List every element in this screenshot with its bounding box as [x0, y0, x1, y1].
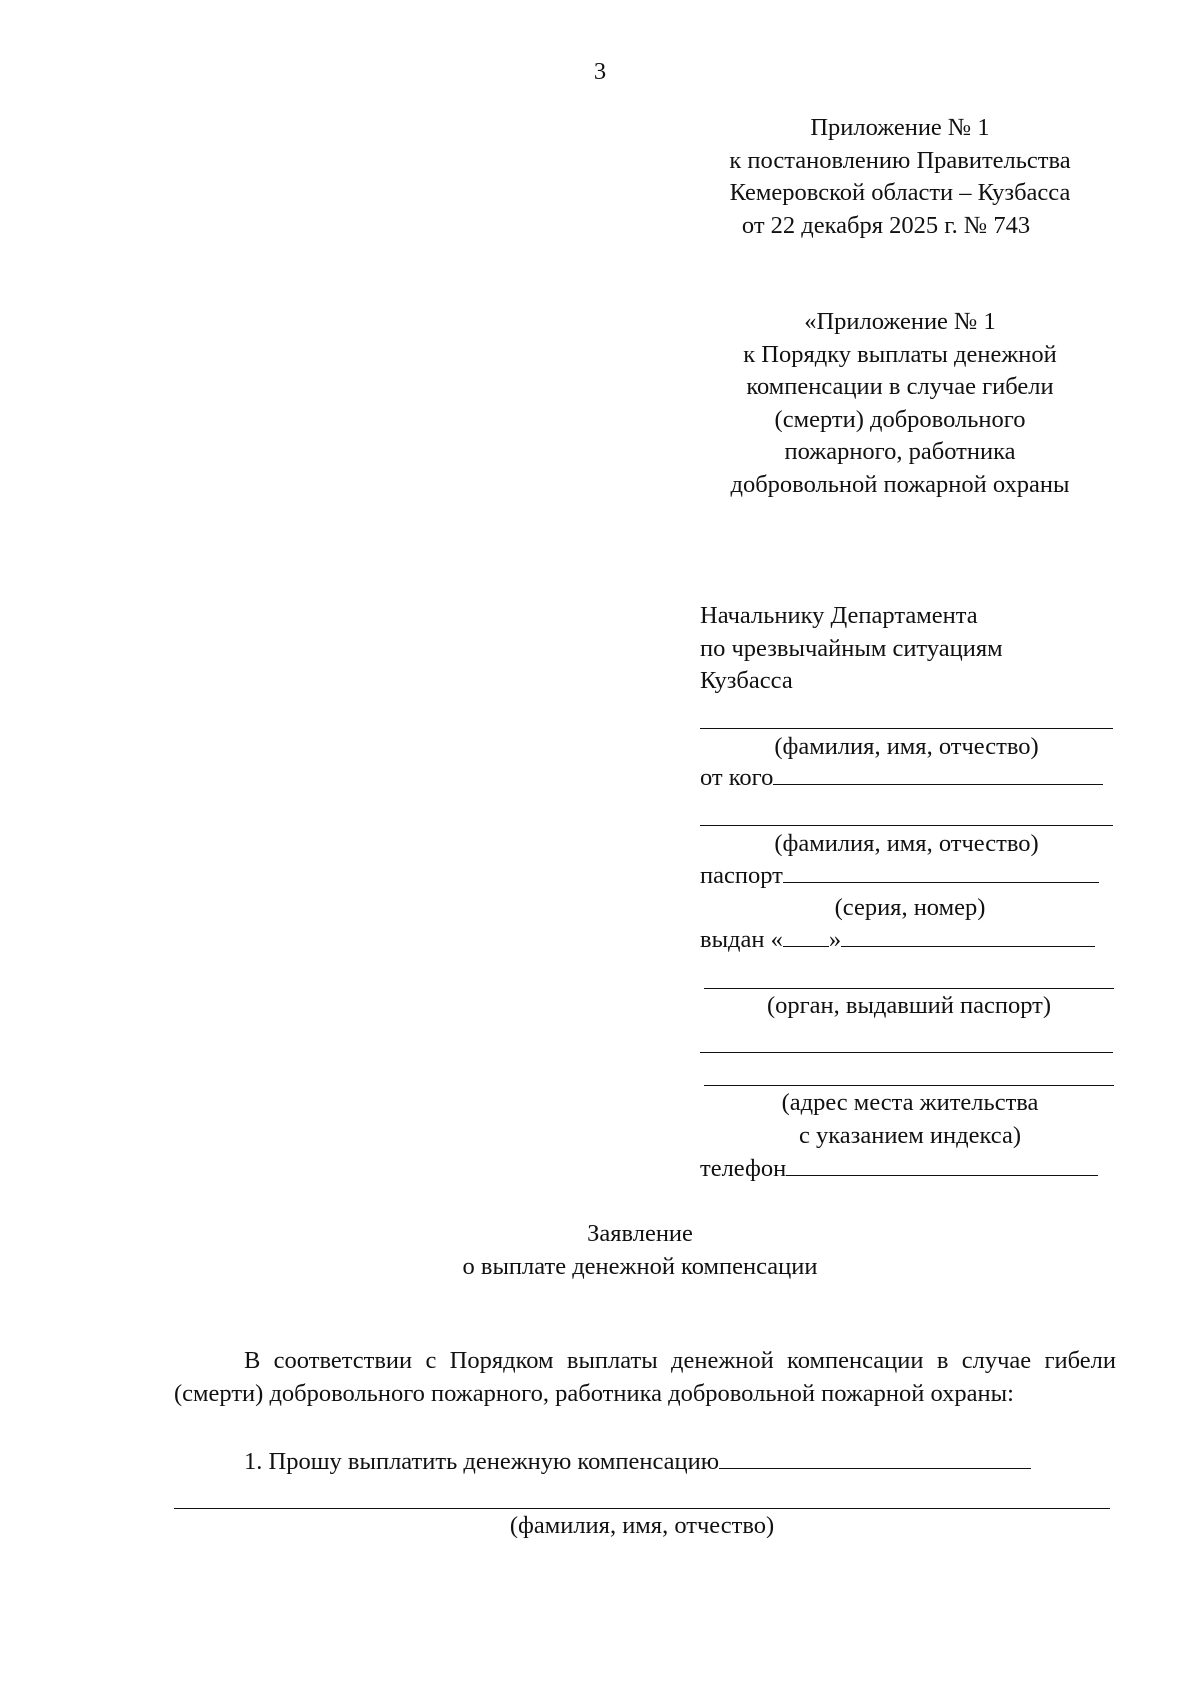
fio-hint: (фамилия, имя, отчество) — [774, 733, 1039, 760]
issuer-field-line[interactable] — [704, 988, 1114, 989]
from-field[interactable] — [773, 762, 1103, 785]
from-field-line-2[interactable] — [700, 825, 1113, 826]
item1-row — [244, 1446, 1031, 1478]
passport-row — [700, 860, 1099, 892]
annex-line: к Порядку выплаты денежной — [743, 340, 1057, 368]
address-field-line-1[interactable] — [700, 1052, 1113, 1053]
issued-row — [700, 924, 1095, 956]
annex-line: компенсации в случае гибели — [746, 373, 1054, 400]
item1-text: 1. Прошу выплатить денежную компенсацию — [244, 1448, 720, 1475]
passport-label: паспорт — [700, 862, 783, 889]
address-hint-line: с указанием индекса) — [799, 1121, 1021, 1149]
page-number: 3 — [593, 58, 607, 85]
issued-date-field[interactable] — [841, 924, 1095, 947]
issued-day-field[interactable] — [783, 924, 829, 947]
issued-suffix: » — [828, 926, 842, 953]
from-row — [700, 762, 1103, 794]
annex-block — [700, 306, 1100, 501]
addressee-fio-line[interactable] — [700, 728, 1113, 729]
phone-field[interactable] — [786, 1153, 1098, 1176]
approval-line: Приложение № 1 — [810, 114, 990, 141]
addressee-line: по чрезвычайным ситуациям — [700, 634, 1003, 662]
annex-line: «Приложение № 1 — [804, 308, 996, 335]
compensation-recipient-field[interactable] — [719, 1446, 1031, 1469]
annex-line: пожарного, работника — [784, 438, 1016, 465]
recipient-fio-hint: (фамилия, имя, отчество) — [509, 1512, 775, 1539]
passport-field[interactable] — [783, 860, 1099, 883]
phone-row — [700, 1153, 1098, 1185]
passport-hint: (серия, номер) — [834, 894, 986, 921]
annex-line: добровольной пожарной охраны — [730, 470, 1070, 498]
statement-subtitle: о выплате денежной компенсации — [462, 1253, 818, 1280]
addressee-block — [700, 600, 1120, 698]
addressee-line: Кузбасса — [700, 667, 793, 694]
approval-line: к постановлению Правительства — [729, 146, 1071, 174]
approval-line: Кемеровской области – Кузбасса — [729, 179, 1071, 206]
addressee-line: Начальнику Департамента — [700, 602, 978, 629]
issuer-hint: (орган, выдавший паспорт) — [766, 992, 1052, 1019]
approval-line: от 22 декабря 2025 г. № 743 — [741, 211, 1031, 239]
approval-block — [700, 112, 1100, 242]
statement-title: Заявление — [587, 1220, 693, 1247]
address-hint-line: (адрес места жительства — [781, 1089, 1039, 1116]
from-label: от кого — [700, 764, 774, 791]
recipient-field-line-2[interactable] — [174, 1508, 1110, 1509]
annex-line: (смерти) добровольного — [774, 405, 1026, 433]
address-field-line-2[interactable] — [704, 1085, 1114, 1086]
address-hint — [700, 1087, 1120, 1152]
issued-prefix: выдан « — [700, 926, 783, 953]
phone-label: телефон — [700, 1155, 787, 1182]
fio-hint: (фамилия, имя, отчество) — [774, 830, 1039, 857]
statement-paragraph: В соответствии с Порядком выплаты денежной компенсации в случае гибели (смерти) добровольного пожарного, работника добровольной пожарной охраны: — [174, 1347, 1116, 1407]
